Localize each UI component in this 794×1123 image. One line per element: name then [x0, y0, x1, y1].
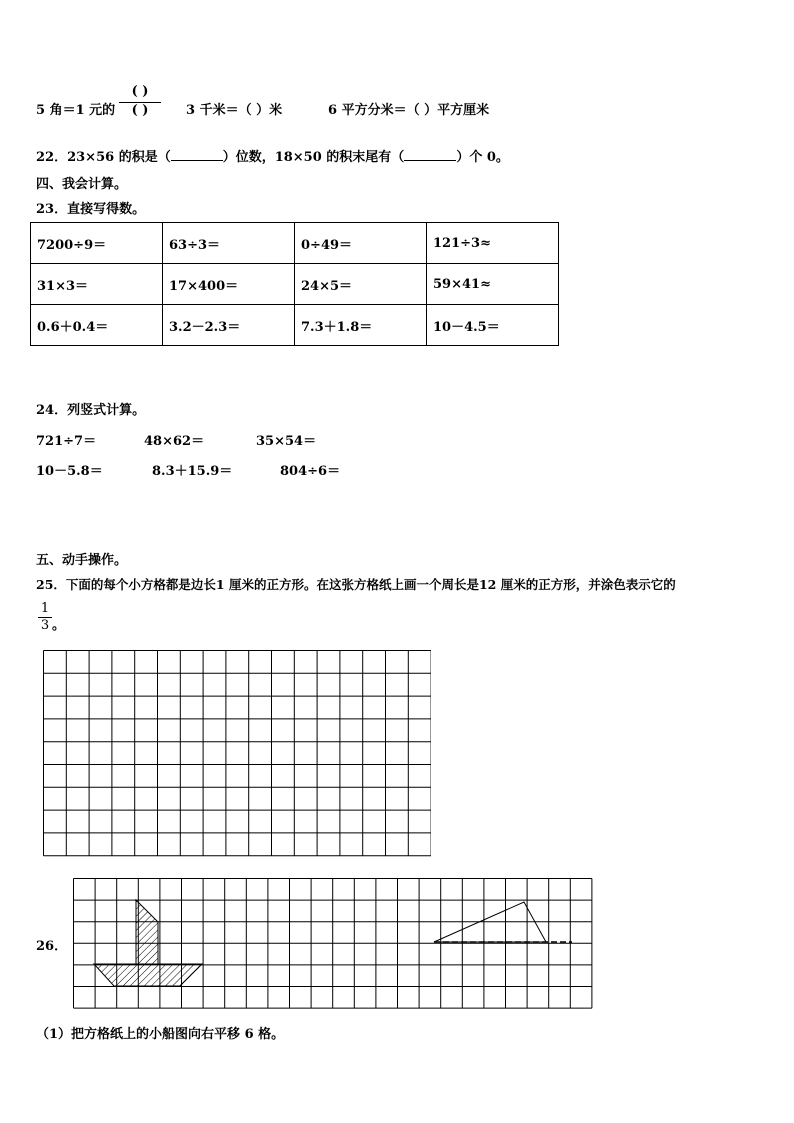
q25-grid-paper[interactable] — [43, 650, 431, 861]
q22-prefix: 22．23×56 的积是（ — [36, 150, 171, 165]
q21-part2: 3 千米＝（ ）米 — [186, 103, 283, 118]
table-row — [31, 223, 559, 264]
q25-text: 25．下面的每个小方格都是边长1 厘米的正方形。在这张方格纸上画一个周长是12 厘米的正方形，并涂色表示它的 — [36, 577, 676, 592]
q23-table — [30, 222, 559, 346]
q26-sub1: （1）把方格纸上的小船图向右平移 6 格。 — [36, 1027, 285, 1042]
table-cell: 63÷3＝ — [163, 223, 295, 264]
q21-frac-top: ( ) — [131, 84, 149, 99]
boat-hull — [94, 964, 202, 986]
q22-suffix: ）个 0。 — [456, 150, 509, 165]
q24-item: 721÷7＝ — [36, 434, 97, 449]
table-cell: 10－4.5＝ — [427, 305, 559, 346]
table-row — [31, 305, 559, 346]
q25-end: 。 — [52, 618, 66, 633]
table-cell: 59×41≈ — [427, 264, 559, 305]
q26-label: 26． — [36, 939, 68, 954]
q23-label: 23．直接写得数。 — [36, 202, 146, 217]
q25-frac-num: 1 — [40, 601, 50, 616]
table-row — [31, 264, 559, 305]
q24-item: 10－5.8＝ — [36, 464, 103, 479]
table-cell: 121÷3≈ — [427, 223, 559, 264]
q22-blank-2[interactable] — [404, 148, 456, 161]
q22-blank-1[interactable] — [171, 148, 223, 161]
table-cell: 0.6＋0.4＝ — [31, 305, 163, 346]
q21-part1: 5 角＝1 元的 — [36, 103, 116, 118]
q22-middle: ）位数，18×50 的积末尾有（ — [222, 150, 405, 165]
table-cell: 7200÷9＝ — [31, 223, 163, 264]
table-cell: 3.2－2.3＝ — [163, 305, 295, 346]
q21-frac-bottom: ( ) — [131, 103, 149, 118]
q24-item: 48×62＝ — [144, 434, 205, 449]
q21-part3: 6 平方分米＝（ ）平方厘米 — [328, 103, 490, 118]
q24-item: 804÷6＝ — [280, 464, 341, 479]
q25-fraction — [38, 601, 52, 634]
section5-heading: 五、动手操作。 — [36, 553, 128, 568]
table-cell: 31×3＝ — [31, 264, 163, 305]
q21-fraction — [117, 84, 163, 121]
table-cell: 17×400＝ — [163, 264, 295, 305]
q24-item: 8.3＋15.9＝ — [152, 464, 233, 479]
table-cell: 0÷49＝ — [295, 223, 427, 264]
q26-grid-paper[interactable] — [72, 874, 594, 1010]
q25-frac-den: 3 — [40, 618, 50, 633]
q24-item: 35×54＝ — [256, 434, 317, 449]
section4-heading: 四、我会计算。 — [36, 177, 128, 192]
boat-sail — [136, 900, 158, 964]
table-cell: 24×5＝ — [295, 264, 427, 305]
q22 — [36, 146, 509, 165]
q24-label: 24．列竖式计算。 — [36, 403, 146, 418]
table-cell: 7.3＋1.8＝ — [295, 305, 427, 346]
